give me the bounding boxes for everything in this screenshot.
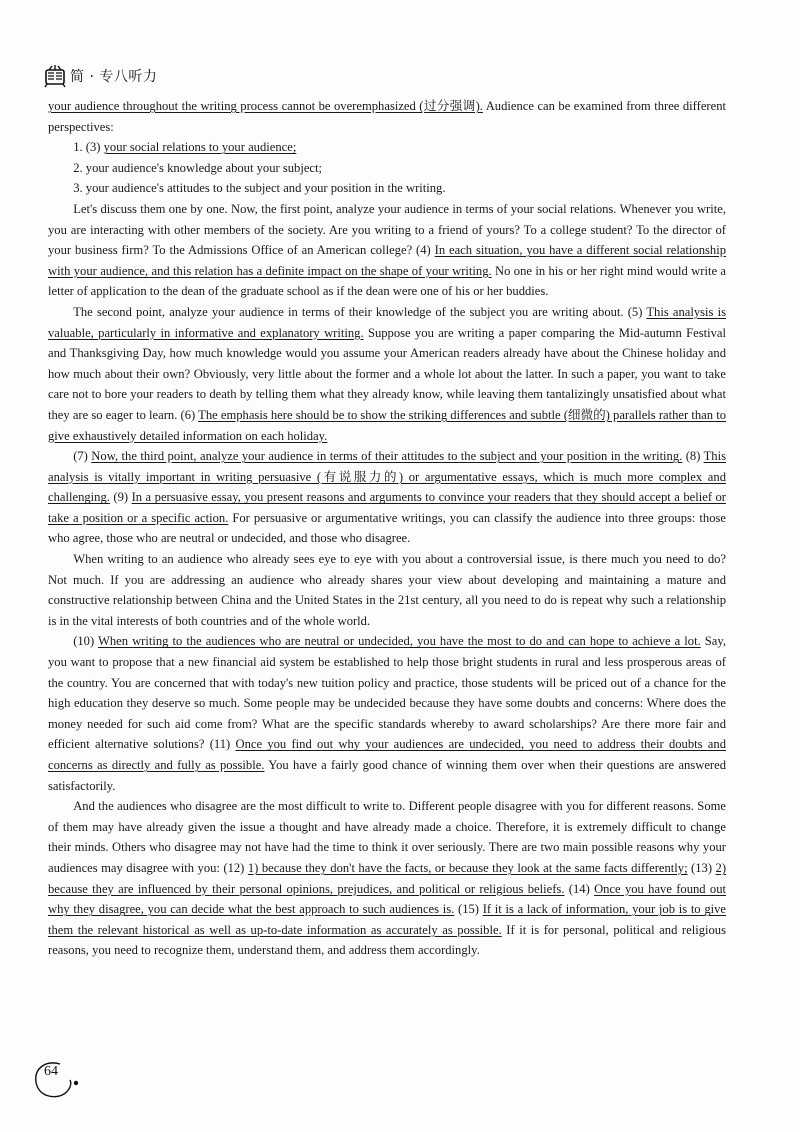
page-number: 64 <box>44 1064 58 1079</box>
text-span: 1. (3) <box>73 140 104 155</box>
paragraph <box>48 549 726 631</box>
list-item <box>48 158 726 179</box>
answer-underlined-text: 1) because they don't have the facts, or because they look at the same facts differently; <box>247 860 688 875</box>
text-span: You have a fairly good chance of winning them over when their questions are answered satisfactorily. <box>48 758 726 793</box>
paragraph <box>48 302 726 446</box>
paragraph <box>48 446 726 549</box>
book-logo-icon <box>44 64 66 88</box>
answer-underlined-text: your social relations to your audience; <box>103 140 297 155</box>
list-item <box>48 137 726 158</box>
answer-underlined-text: your audience throughout the writing process cannot be overemphasized (过分强调). <box>48 99 483 113</box>
answer-underlined-text: This analysis is vitally important in writing persuasive (有说服力的) or argumentative essays, which is much more complex and challenging. <box>48 449 726 505</box>
answer-underlined-text: In each situation, you have a different social relationship with your audience, and this relation has a definite impact on the shape of your writing. <box>48 243 726 278</box>
answer-underlined-text: Once you have found out why they disagree, you can decide what the best approach to such audiences is. <box>48 881 726 917</box>
text-span: Let's discuss them one by one. Now, the first point, analyze your audience in terms of your social relations. Whenever you write, you are interacting with other members of the society. Are you writing to a friend of yours? To a college student? To the director of your business firm? To the Admissions Office of an American college? (4) <box>48 201 726 258</box>
text-span: (10) <box>73 634 98 649</box>
text-span: And the audiences who disagree are the most difficult to write to. Different people disagree with you for different reasons. Some of them may have already given the issue a thought and have already made a choice. Therefore, it is extremely difficult to change their minds. Others who disagree may not have had the time to think it over seriously. There are two main possible reasons why your audiences may disagree with you: (12) <box>48 799 726 875</box>
paragraph <box>48 631 726 796</box>
answer-underlined-text: Once you find out why your audiences are undecided, you need to address their doubts and concerns as directly and fully as possible. <box>48 737 726 772</box>
list-item <box>48 178 726 199</box>
answer-underlined-text: In a persuasive essay, you present reasons and arguments to convince your readers that they should accept a belief or take a position or a specific action. <box>48 490 726 525</box>
text-span: 3. your audience's attitudes to the subject and your position in the writing. <box>73 181 446 196</box>
text-span: (9) <box>109 490 132 505</box>
answer-underlined-text: When writing to the audiences who are neutral or undecided, you have the most to do and can hope to achieve a lot. <box>97 634 701 649</box>
header-title: 简 · 专八听力 <box>70 69 158 85</box>
page-header <box>44 62 157 90</box>
paragraph <box>48 199 726 302</box>
answer-underlined-text: This analysis is valuable, particularly in informative and explanatory writing. <box>48 304 726 340</box>
text-span: The second point, analyze your audience in terms of their knowledge of the subject you are writing about. (5) <box>73 304 647 319</box>
text-span: If it is for personal, political and religious reasons, you need to recognize them, understand them, and address them accordingly. <box>48 922 726 958</box>
text-span: For persuasive or argumentative writings, you can classify the audience into three groups: those who agree, those who are neutral or undecided, and those who disagree. <box>48 510 726 546</box>
text-span: Audience can be examined from three different perspectives: <box>48 99 726 134</box>
text-span: 2. your audience's knowledge about your subject; <box>73 160 323 175</box>
answer-underlined-text: If it is a lack of information, your job is to give them the relevant historical as well as up-to-date information as accurately as possible. <box>48 902 726 937</box>
text-span: When writing to an audience who already sees eye to eye with you about a controversial issue, is there much you need to do? Not much. If you are addressing an audience who already shares your view about developing and maintaining a mature and constructive relationship between China and the United States in the 21st century, all you need to do is repeat why such a relationship is in the vital interests of both countries and of the whole world. <box>48 552 726 628</box>
text-span: (13) <box>687 860 716 875</box>
text-span: (8) <box>682 449 704 464</box>
answer-underlined-text: 2) because they are influenced by their personal opinions, prejudices, and political or religious beliefs. <box>48 860 727 896</box>
text-span: Suppose you are writing a paper comparing the Mid-autumn Festival and Thanksgiving Day, how much knowledge would you assume your American readers already have about the Chinese holiday and how much about their own? Obviously, very little about the former and a whole lot about the latter. In such a paper, you want to take care not to bore your readers to death by telling them what they already know, while leaving them tantalizingly unsatisfied about what they are so eager to learn. (6) <box>48 325 726 422</box>
answer-underlined-text: The emphasis here should be to show the striking differences and subtle (细微的) parallels rather than to give exhaustively detailed information on each holiday. <box>48 407 726 443</box>
paragraph <box>48 796 726 961</box>
text-span: Say, you want to propose that a new financial aid system be established to help those bright students in rural and less prosperous areas of the country. You are concerned that with today's new tuition policy and practice, those students will be priced out of a chance for the high education they deserve so much. Some people may be undecided because they have some doubts and concerns: Where does the money needed for such aid come from? What are the specific standards whereby to award scholarships? Are there more fair and efficient alternative solutions? (11) <box>48 634 727 752</box>
text-span: No one in his or her right mind would write a letter of application to the dean of the graduate school as if the dean were one of his or her buddies. <box>48 263 726 299</box>
paragraph <box>48 96 726 137</box>
transcript-body <box>48 96 726 961</box>
answer-underlined-text: Now, the third point, analyze your audience in terms of their attitudes to the subject and your position in the writing. <box>91 449 683 464</box>
text-span: (14) <box>564 881 595 896</box>
page-number-badge <box>30 1058 82 1102</box>
text-span: (15) <box>454 902 483 917</box>
text-span: (7) <box>73 449 92 464</box>
